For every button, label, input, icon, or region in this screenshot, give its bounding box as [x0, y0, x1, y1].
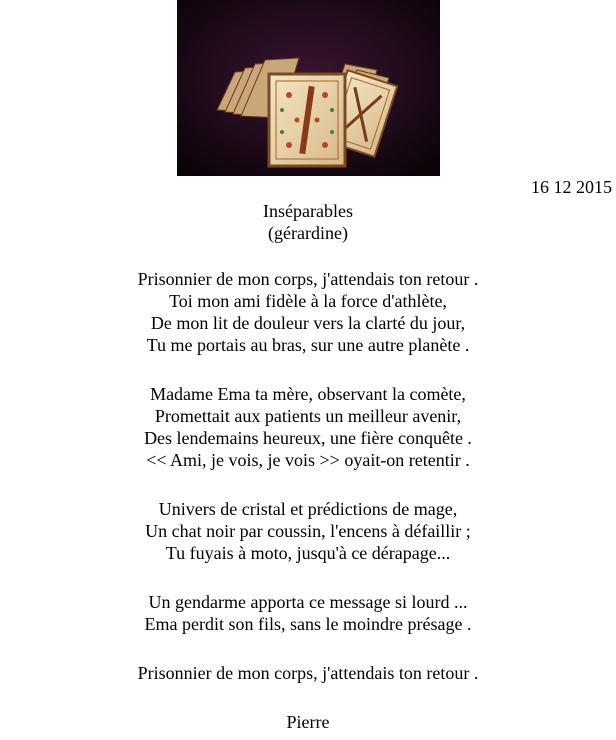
verse-line: Un chat noir par coussin, l'encens à défaillir ; — [145, 521, 471, 541]
verse-line: Ema perdit son fils, sans le moindre présage . — [144, 614, 472, 634]
stanza-5 — [0, 662, 616, 684]
poem-subtitle: (gérardine) — [268, 223, 348, 243]
verse-line: Un gendarme apporta ce message si lourd ... — [148, 592, 468, 612]
verse-line: Des lendemains heureux, une fière conquête . — [144, 428, 472, 448]
tarot-cards-photo — [177, 0, 440, 176]
stanza-2 — [0, 383, 616, 471]
poem — [0, 200, 616, 733]
stanza-4 — [0, 591, 616, 635]
verse-line: Prisonnier de mon corps, j'attendais ton retour . — [137, 269, 479, 289]
poem-title: Inséparables — [263, 201, 353, 221]
stanza-1 — [0, 268, 616, 356]
verse-line: << Ami, je vois, je vois >> oyait-on retentir . — [146, 450, 470, 470]
verse-line: Toi mon ami fidèle à la force d'athlète, — [169, 291, 447, 311]
verse-line: Tu fuyais à moto, jusqu'à ce dérapage... — [165, 543, 451, 563]
date: 16 12 2015 — [531, 177, 612, 197]
verse-line: Tu me portais au bras, sur une autre planète . — [146, 335, 470, 355]
verse-line: Promettait aux patients un meilleur avenir, — [154, 406, 462, 426]
signature: Pierre — [286, 712, 330, 732]
verse-line: De mon lit de douleur vers la clarté du jour, — [150, 313, 466, 333]
verse-line: Madame Ema ta mère, observant la comète, — [150, 384, 466, 404]
stanza-3 — [0, 498, 616, 564]
verse-line: Univers de cristal et prédictions de mage, — [158, 499, 458, 519]
verse-line: Prisonnier de mon corps, j'attendais ton retour . — [137, 663, 479, 683]
